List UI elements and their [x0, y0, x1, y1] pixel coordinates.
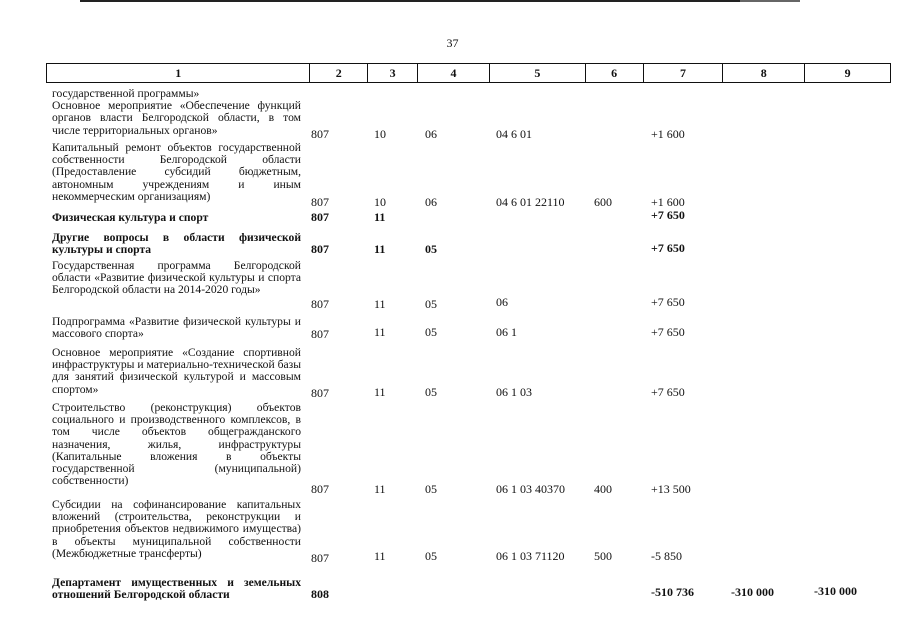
row-9-col8: -310 000: [731, 585, 774, 599]
row-8-col2: 807: [311, 551, 329, 565]
row-7-col4: 05: [425, 482, 437, 496]
row-2-col3: 11: [374, 210, 386, 224]
top-border-rule-fragment: [740, 0, 800, 2]
row-6-col5: 06 1 03: [496, 385, 532, 399]
row-4-name: Государственная программа Белгородской области «Развитие физической культуры и спорта Белгородской области на 2014-2020 годы»: [52, 259, 301, 297]
row-5-col3: 11: [374, 325, 386, 339]
row-8-col3: 11: [374, 549, 386, 563]
row-4-col5: 06: [496, 295, 508, 309]
row-5-col5: 06 1: [496, 325, 517, 339]
header-col-8: 8: [723, 64, 805, 82]
row-4-col2: 807: [311, 297, 329, 311]
row-2-name: Физическая культура и спорт: [52, 211, 209, 224]
row-1-name: Капитальный ремонт объектов государственной собственности Белгородской области (Предоставление субсидий бюджетным, автономным учреждениям и иным некоммерческим организациям): [52, 141, 301, 203]
top-border-rule: [80, 0, 760, 2]
row-9-col7: -510 736: [651, 585, 694, 599]
row-0-col3: 10: [374, 127, 386, 141]
row-8-col7: -5 850: [651, 549, 682, 563]
row-4-col4: 05: [425, 297, 437, 311]
row-0-col2: 807: [311, 127, 329, 141]
row-6-col4: 05: [425, 385, 437, 399]
row-5-col7: +7 650: [651, 325, 685, 339]
row-1-col6: 600: [594, 195, 612, 209]
header-col-7: 7: [644, 64, 724, 82]
row-4-col3: 11: [374, 297, 386, 311]
row-4-col7: +7 650: [651, 295, 685, 309]
row-1-col4: 06: [425, 195, 437, 209]
row-9-col9: -310 000: [814, 584, 857, 598]
table-header-row: [46, 63, 891, 83]
header-col-9: 9: [844, 66, 851, 80]
row-8-col4: 05: [425, 549, 437, 563]
row-1-col2: 807: [311, 195, 329, 209]
header-col-3: 3: [368, 64, 418, 82]
row-3-name: Другие вопросы в области физической культуры и спорта: [52, 231, 301, 257]
row-1-col3: 10: [374, 195, 386, 209]
row-1-col5: 04 6 01 22110: [496, 195, 565, 209]
row-7-col7: +13 500: [651, 482, 691, 496]
header-col-1: 1: [47, 64, 310, 82]
row-9-col2: 808: [311, 587, 329, 601]
header-col-2: 2: [310, 64, 368, 82]
row-3-col7: +7 650: [651, 241, 685, 255]
row-2-col7: +7 650: [651, 208, 685, 222]
row-7-col6: 400: [594, 482, 612, 496]
row-3-col4: 05: [425, 242, 437, 256]
row-0-col5: 04 6 01: [496, 127, 532, 141]
row-6-col2: 807: [311, 386, 329, 400]
row-7-col3: 11: [374, 482, 386, 496]
row-8-name: Субсидии на софинансирование капитальных вложений (строительства, реконструкции и приобретения объектов недвижимого имущества) в объекты муниципальной собственности (Межбюджетные трансферты): [52, 498, 301, 560]
row-8-col5: 06 1 03 71120: [496, 549, 565, 563]
row-5-name: Подпрограмма «Развитие физической культуры и массового спорта»: [52, 315, 301, 341]
row-9-name: Департамент имущественных и земельных отношений Белгородской области: [52, 576, 301, 602]
row-1-col7: +1 600: [651, 195, 685, 209]
header-col-5: 5: [490, 64, 586, 82]
page-number: 37: [446, 36, 459, 50]
row-0-col7: +1 600: [651, 127, 685, 141]
row-3-col2: 807: [311, 242, 329, 256]
row-8-col6: 500: [594, 549, 612, 563]
row-0-col4: 06: [425, 127, 437, 141]
row-3-col3: 11: [374, 242, 386, 256]
header-col-4: 4: [418, 64, 490, 82]
row-2-col2: 807: [311, 210, 329, 224]
row-5-col2: 807: [311, 327, 329, 341]
row-5-col4: 05: [425, 325, 437, 339]
header-col-6: 6: [586, 64, 644, 82]
row-6-col7: +7 650: [651, 385, 685, 399]
row-0-name: государственной программы» Основное мероприятие «Обеспечение функций органов власти Белгородской области, в том числе территориальных органов»: [52, 87, 301, 137]
row-6-col3: 11: [374, 385, 386, 399]
row-7-col5: 06 1 03 40370: [496, 482, 565, 496]
row-7-col2: 807: [311, 482, 329, 496]
row-7-name: Строительство (реконструкция) объектов социального и производственного комплексов, в том числе объектов общегражданского назначения, жилья, инфраструктуры (Капитальные вложения в объекты государственной (муниципальной) собственности): [52, 401, 301, 488]
row-6-name: Основное мероприятие «Создание спортивной инфраструктуры и материально-технической базы для занятий физической культурой и массовым спортом»: [52, 346, 301, 396]
